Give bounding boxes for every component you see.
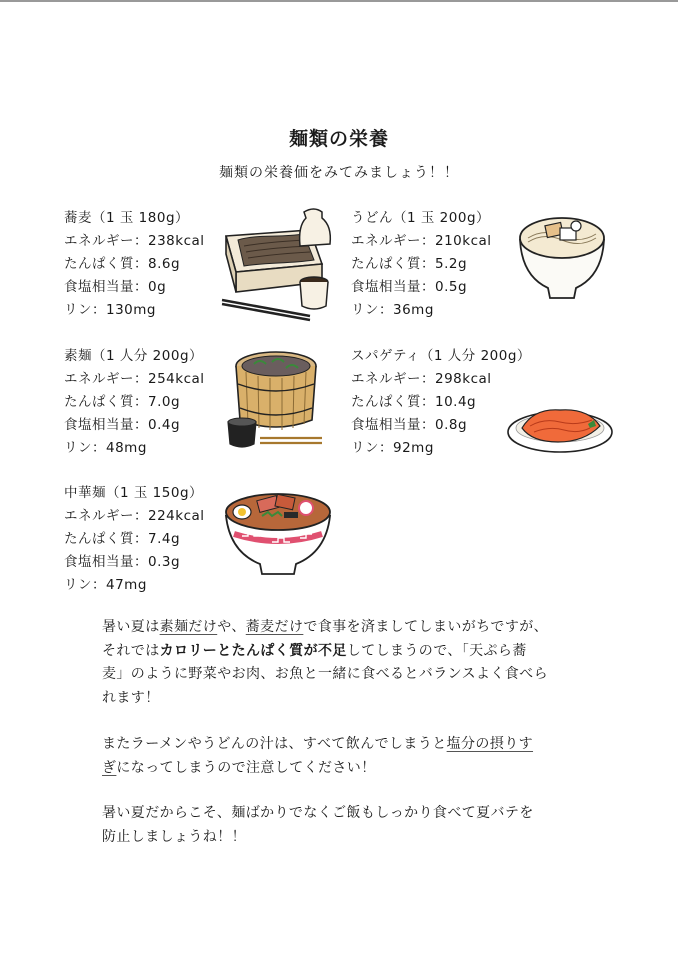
text-segment: になってしまうので注意してください！ — [116, 759, 376, 776]
item-salt: 食塩相当量：0.4g — [64, 417, 181, 433]
item-name: うどん（1 玉 200g） — [351, 210, 491, 226]
item-name: 蕎麦（1 玉 180g） — [64, 210, 190, 226]
item-salt: 食塩相当量：0.3g — [64, 554, 181, 570]
para1-line1 — [102, 616, 592, 640]
text-segment: してしまうので、「天ぷら蕎 — [346, 642, 527, 659]
nutrition-item-somen — [64, 345, 205, 460]
underlined-text: 素麺だけ — [159, 619, 218, 635]
para2-line1 — [102, 733, 592, 757]
item-salt: 食塩相当量：0g — [64, 279, 167, 295]
item-phosphorus: リン：48mg — [64, 440, 147, 456]
item-energy: エネルギー：224kcal — [64, 508, 205, 524]
para1-line3: 麦」のように野菜やお肉、お魚と一緒に食べるとバランスよく食べら — [102, 666, 548, 682]
para3-line1: 暑い夏だからこそ、麺ばかりでなくご飯もしっかり食べて夏バテを — [102, 805, 534, 821]
item-name: 中華麺（1 玉 150g） — [64, 485, 204, 501]
text-segment: で食事を済ましてしまいがちですが、 — [303, 619, 549, 635]
item-phosphorus: リン：130mg — [64, 302, 156, 318]
item-phosphorus: リン：92mg — [351, 440, 434, 456]
soba-tray-icon — [218, 204, 336, 322]
item-name: 素麺（1 人分 200g） — [64, 348, 204, 364]
advice-paragraph-2 — [102, 733, 592, 780]
item-name: スパゲティ（1 人分 200g） — [351, 348, 531, 364]
item-energy: エネルギー：238kcal — [64, 233, 205, 249]
text-segment: 暑い夏は — [102, 619, 160, 635]
item-energy: エネルギー：298kcal — [351, 371, 492, 387]
somen-tub-icon — [224, 342, 324, 458]
page-title: 麺類の栄養 — [288, 128, 389, 150]
text-segment: や、 — [217, 619, 246, 635]
underlined-text: ぎ — [102, 759, 117, 776]
text-segment: またラーメンやうどんの汁は、すべて飲んでしまうと — [102, 736, 447, 752]
para2-line2 — [102, 757, 592, 781]
item-protein: たんぱく質：7.4g — [64, 531, 181, 547]
item-protein: たんぱく質：7.0g — [64, 394, 181, 410]
underlined-text: 塩分の摂りす — [446, 736, 534, 752]
item-energy: エネルギー：254kcal — [64, 371, 205, 387]
text-segment: それでは — [102, 642, 160, 659]
underlined-text: 蕎麦だけ — [245, 619, 304, 635]
item-protein: たんぱく質：5.2g — [351, 256, 468, 272]
nutrition-item-chukamen — [64, 482, 205, 597]
item-energy: エネルギー：210kcal — [351, 233, 492, 249]
page-subtitle: 麺類の栄養価をみてみましょう！！ — [219, 165, 459, 181]
item-salt: 食塩相当量：0.8g — [351, 417, 468, 433]
nutrition-item-udon — [351, 207, 492, 322]
udon-bowl-icon — [514, 206, 610, 302]
item-phosphorus: リン：36mg — [351, 302, 434, 318]
bold-text: カロリーとたんぱく質が不足 — [159, 642, 347, 659]
ramen-bowl-icon — [222, 486, 334, 578]
top-border — [0, 0, 678, 2]
item-phosphorus: リン：47mg — [64, 577, 147, 593]
item-salt: 食塩相当量：0.5g — [351, 279, 468, 295]
spaghetti-plate-icon — [504, 398, 616, 460]
item-protein: たんぱく質：10.4g — [351, 394, 477, 410]
nutrition-item-soba — [64, 207, 205, 322]
advice-paragraph-1 — [102, 616, 592, 710]
advice-paragraph-3 — [102, 802, 592, 849]
para3-line2: 防止しましょうね！！ — [102, 828, 246, 845]
item-protein: たんぱく質：8.6g — [64, 256, 181, 272]
para1-line2 — [102, 640, 592, 664]
para1-line4: れます！ — [102, 689, 160, 706]
